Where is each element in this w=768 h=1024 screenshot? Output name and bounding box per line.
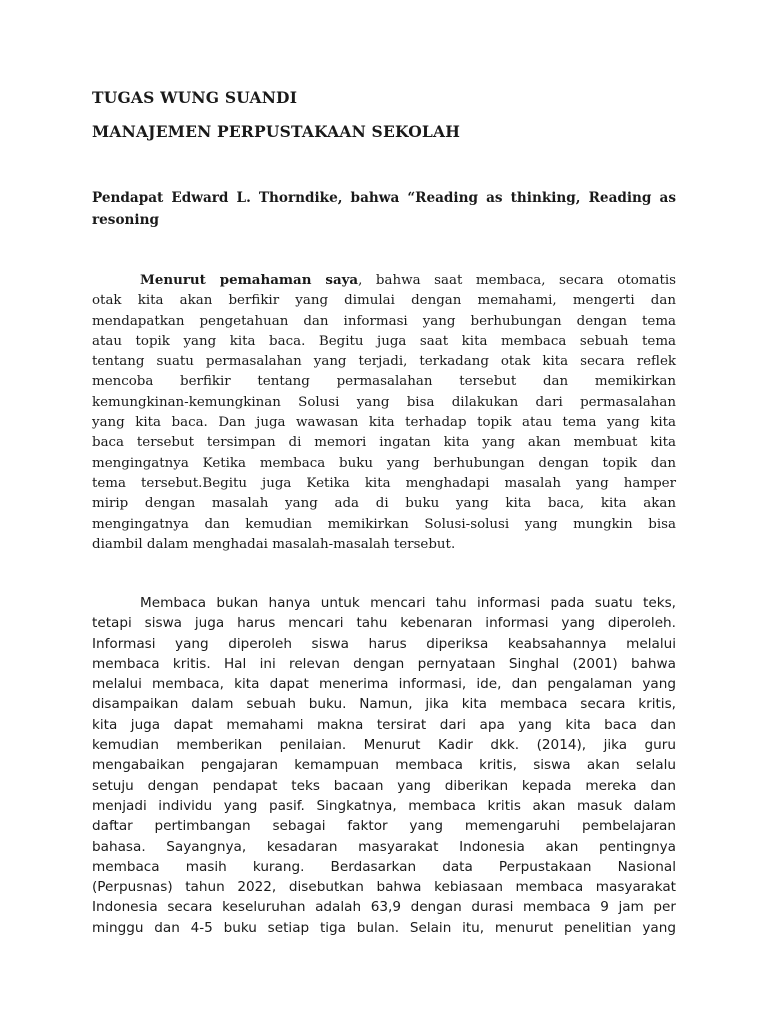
paragraph-1-line: tema tersebut.Begitu juga Ketika kita menghadapi masalah yang hamper xyxy=(92,475,676,491)
paragraph-1-line: tentang suatu permasalahan yang terjadi, terkadang otak kita secara reflek xyxy=(92,354,676,370)
paragraph-2-line: membaca kritis. Hal ini relevan dengan pernyataan Singhal (2001) bahwa xyxy=(92,655,676,672)
paragraph-2-line: daftar pertimbangan sebagai faktor yang memengaruhi pembelajaran xyxy=(92,818,676,835)
paragraph-1-line: baca tersebut tersimpan di memori ingatan kita yang akan membuat kita xyxy=(92,435,676,451)
paragraph-2-line: tetapi siswa juga harus mencari tahu kebenaran informasi yang diperoleh. xyxy=(92,615,676,632)
paragraph-2-line: kita juga dapat memahami makna tersirat dari apa yang kita baca dan xyxy=(92,716,676,733)
paragraph-1-line: mengingatnya dan kemudian memikirkan Solusi-solusi yang mungkin bisa xyxy=(92,516,676,532)
quote-heading: Pendapat Edward L. Thorndike, bahwa “Reading as thinking, Reading as resoning xyxy=(92,190,676,228)
document-page xyxy=(92,0,676,1024)
paragraph-2-line: mengabaikan pengajaran kemampuan membaca kritis, siswa akan selalu xyxy=(92,757,676,774)
paragraph-1-line: mencoba berfikir tentang permasalahan tersebut dan memikirkan xyxy=(92,374,676,390)
paragraph-1-line: mendapatkan pengetahuan dan informasi yang berhubungan dengan tema xyxy=(92,313,676,329)
paragraph-2-line: disampaikan dalam sebuah buku. Namun, jika kita membaca secara kritis, xyxy=(92,696,676,713)
paragraph-2-line: kemudian memberikan penilaian. Menurut Kadir dkk. (2014), jika guru xyxy=(92,737,676,754)
document-subtitle: MANAJEMEN PERPUSTAKAAN SEKOLAH xyxy=(92,122,461,141)
paragraph-2-line: Membaca bukan hanya untuk mencari tahu informasi pada suatu teks, xyxy=(140,595,676,611)
paragraph-2-line: minggu dan 4-5 buku setiap tiga bulan. Selain itu, menurut penelitian yang xyxy=(92,919,676,936)
paragraph-2-line: membaca masih kurang. Berdasarkan data Perpustakaan Nasional xyxy=(92,858,676,875)
paragraph-1-line: diambil dalam menghadai masalah-masalah tersebut. xyxy=(92,536,456,552)
paragraph-1 xyxy=(92,270,676,555)
paragraph-2-line: Indonesia secara keseluruhan adalah 63,9 dengan durasi membaca 9 jam per xyxy=(92,899,676,916)
paragraph-2-line: melalui membaca, kita dapat menerima informasi, ide, dan pengalaman yang xyxy=(92,676,676,693)
document-title: TUGAS WUNG SUANDI xyxy=(92,88,298,107)
paragraph-1-line: mengingatnya Ketika membaca buku yang berhubungan dengan topik dan xyxy=(92,455,676,471)
paragraph-1-line: Menurut pemahaman saya, bahwa saat membaca, secara otomatis xyxy=(140,272,676,288)
paragraph-1-line: mirip dengan masalah yang ada di buku yang kita baca, kita akan xyxy=(92,496,676,512)
paragraph-1-lead: Menurut pemahaman saya xyxy=(140,272,359,288)
paragraph-2-line: bahasa. Sayangnya, kesadaran masyarakat Indonesia akan pentingnya xyxy=(92,838,676,855)
paragraph-2-line: Informasi yang diperoleh siswa harus diperiksa keabsahannya melalui xyxy=(92,635,676,652)
paragraph-2-line: (Perpusnas) tahun 2022, disebutkan bahwa kebiasaan membaca masyarakat xyxy=(92,879,676,896)
paragraph-1-line: atau topik yang kita baca. Begitu juga saat kita membaca sebuah tema xyxy=(92,333,676,349)
paragraph-1-line: otak kita akan berfikir yang dimulai dengan memahami, mengerti dan xyxy=(92,293,676,309)
paragraph-2 xyxy=(92,593,676,938)
paragraph-1-line: kemungkinan-kemungkinan Solusi yang bisa dilakukan dari permasalahan xyxy=(92,394,676,410)
paragraph-2-line: setuju dengan pendapat teks bacaan yang diberikan kepada mereka dan xyxy=(92,777,676,794)
paragraph-2-line: menjadi individu yang pasif. Singkatnya, membaca kritis akan masuk dalam xyxy=(92,797,676,814)
paragraph-1-line: yang kita baca. Dan juga wawasan kita terhadap topik atau tema yang kita xyxy=(92,415,676,431)
